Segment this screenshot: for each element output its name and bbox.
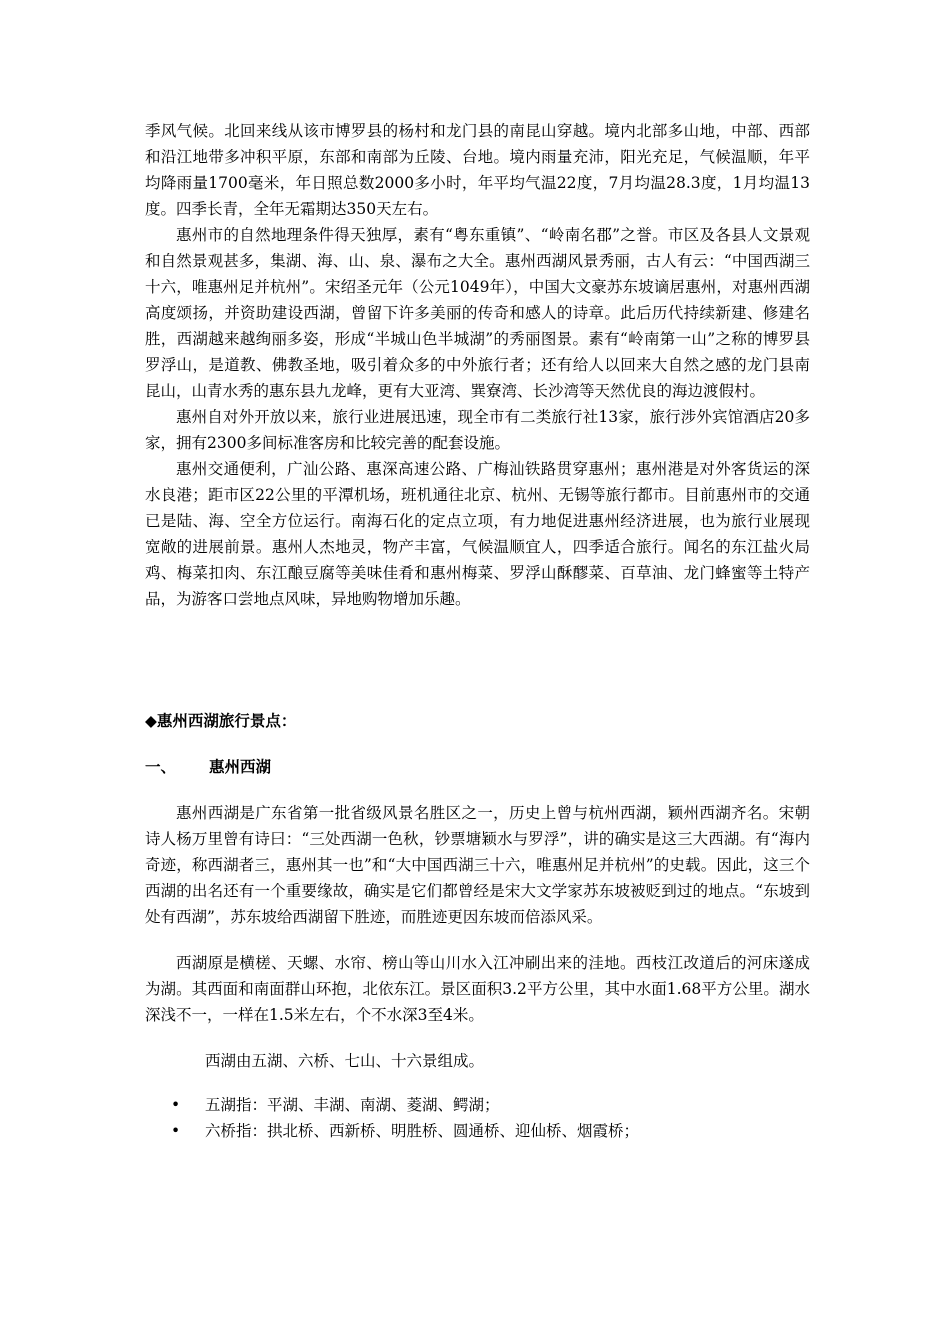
list-item [145, 1118, 810, 1144]
intro-paragraph-transport: 惠州交通便利，广汕公路、惠深高速公路、广梅汕铁路贯穿惠州；惠州港是对外客货运的深水良港；距市区22公里的平潭机场，班机通往北京、杭州、无锡等旅行都市。目前惠州市的交通已是陆、海、空全方位运行。南海石化的定点立项，有力地促进惠州经济进展，也为旅行业展现宽敞的进展前景。惠州人杰地灵，物产丰富，气候温顺宜人，四季适合旅行。闻名的东江盐火局鸡、梅菜扣肉、东江酿豆腐等美味佳肴和惠州梅菜、罗浮山酥醪菜、百草油、龙门蜂蜜等土特产品，为游客口尝地点风味，异地购物增加乐趣。 [145, 460, 810, 608]
bullet-icon: • [171, 1096, 181, 1114]
heading-text: 惠州西湖 [209, 757, 272, 776]
westlake-list [145, 1092, 810, 1144]
list-item-text: 五湖指：平湖、丰湖、南湖、菱湖、鳄湖； [205, 1096, 500, 1114]
document-page [145, 118, 810, 1144]
heading-westlake [145, 754, 810, 780]
bullet-icon: • [171, 1122, 181, 1140]
intro-paragraph-tourism: 惠州自对外开放以来，旅行业进展迅速，现全市有二类旅行社13家，旅行涉外宾馆酒店20多家，拥有2300多间标准客房和比较完善的配套设施。 [145, 408, 810, 452]
intro-paragraph-climate: 季风气候。北回来线从该市博罗县的杨村和龙门县的南昆山穿越。境内北部多山地，中部、西部和沿江地带多冲积平原，东部和南部为丘陵、台地。境内雨量充沛，阳光充足，气候温顺，年平均降雨量1700毫米，年日照总数2000多小时，年平均气温22度，7月均温28.3度，1月均温13度。四季长青，全年无霜期达350天左右。 [145, 122, 810, 218]
westlake-paragraph-history: 惠州西湖是广东省第一批省级风景名胜区之一，历史上曾与杭州西湖，颖州西湖齐名。宋朝诗人杨万里曾有诗曰：“三处西湖一色秋，钞票塘颖水与罗浮”，讲的确实是这三大西湖。有“海内奇迹，称西湖者三，惠州其一也”和“大中国西湖三十六，唯惠州足并杭州”的史载。因此，这三个西湖的出名还有一个重要缘故，确实是它们都曾经是宋大文学家苏东坡被贬到过的地点。“东坡到处有西湖”，苏东坡给西湖留下胜迹，而胜迹更因东坡而倍添风采。 [145, 804, 810, 926]
list-item-text: 六桥指：拱北桥、西新桥、明胜桥、圆通桥、迎仙桥、烟霞桥； [205, 1122, 640, 1140]
list-item [145, 1092, 810, 1118]
spacer [145, 612, 810, 708]
section-title: ◆惠州西湖旅行景点： [145, 711, 297, 730]
westlake-paragraph-geography: 西湖原是横槎、天螺、水帘、榜山等山川水入江冲刷出来的洼地。西枝江改道后的河床遂成为湖。其西面和南面群山环抱，北依东江。景区面积3.2平方公里，其中水面1.68平方公里。湖水深浅不一，一样在1.5米左右，个不水深3至4米。 [145, 954, 810, 1024]
intro-paragraph-geography: 惠州市的自然地理条件得天独厚，素有“粤东重镇”、“岭南名郡”之誉。市区及各县人文景观和自然景观甚多，集湖、海、山、泉、瀑布之大全。惠州西湖风景秀丽，古人有云：“中国西湖三十六，唯惠州足并杭州”。宋绍圣元年（公元1049年），中国大文豪苏东坡谪居惠州，对惠州西湖高度颂扬，并资助建设西湖，曾留下许多美丽的传奇和感人的诗章。此后历代持续新建、修建名胜，西湖越来越绚丽多姿，形成“半城山色半城湖”的秀丽图景。素有“岭南第一山”之称的博罗县罗浮山，是道教、佛教圣地，吸引着众多的中外旅行者；还有给人以回来大自然之感的龙门县南昆山，山青水秀的惠东县九龙峰，更有大亚湾、巽寮湾、长沙湾等天然优良的海边渡假村。 [145, 226, 810, 400]
westlake-composition: 西湖由五湖、六桥、七山、十六景组成。 [205, 1052, 485, 1070]
heading-number: 一、 [145, 757, 177, 776]
